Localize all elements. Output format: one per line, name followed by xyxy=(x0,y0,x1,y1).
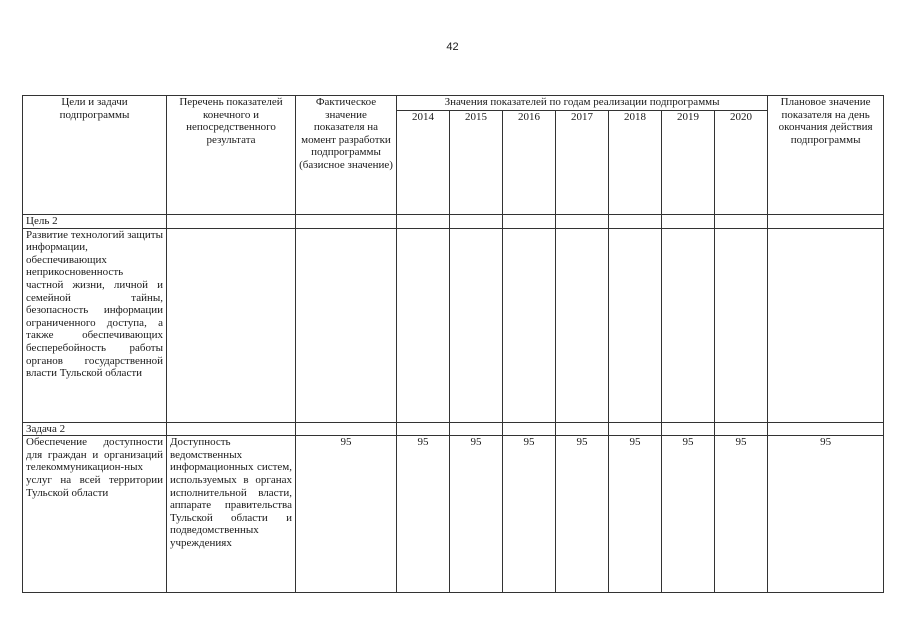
empty-cell xyxy=(397,215,450,229)
goal-label: Цель 2 xyxy=(23,215,167,229)
empty-cell xyxy=(715,215,768,229)
empty-cell xyxy=(662,215,715,229)
task-year-value: 95 xyxy=(397,436,450,593)
empty-cell xyxy=(296,422,397,436)
empty-cell xyxy=(167,215,296,229)
task-label: Задача 2 xyxy=(23,422,167,436)
empty-cell xyxy=(167,228,296,422)
empty-cell xyxy=(296,215,397,229)
empty-cell xyxy=(556,228,609,422)
header-year: 2017 xyxy=(556,111,609,215)
empty-cell xyxy=(503,215,556,229)
header-indicators: Перечень показателей конечного и непосредственного результата xyxy=(167,96,296,215)
empty-cell xyxy=(768,228,884,422)
empty-cell xyxy=(715,228,768,422)
task-indicator: Доступность ведомственных информационных систем, используемых в органах исполнительной власти, аппарате правительства Тульской области и подведомственных учреждениях xyxy=(167,436,296,593)
empty-cell xyxy=(167,422,296,436)
task-planned-value: 95 xyxy=(768,436,884,593)
empty-cell xyxy=(450,422,503,436)
empty-cell xyxy=(397,228,450,422)
header-year: 2016 xyxy=(503,111,556,215)
task-row xyxy=(23,436,884,593)
empty-cell xyxy=(768,422,884,436)
header-years-group: Значения показателей по годам реализации подпрограммы xyxy=(397,96,768,111)
empty-cell xyxy=(556,422,609,436)
task-text: Обеспечение доступности для граждан и организаций телекоммуникацион-ных услуг на всей территории Тульской области xyxy=(23,436,167,593)
empty-cell xyxy=(296,228,397,422)
empty-cell xyxy=(609,215,662,229)
header-year: 2020 xyxy=(715,111,768,215)
empty-cell xyxy=(450,228,503,422)
header-row-1 xyxy=(23,96,884,111)
indicators-table xyxy=(22,95,884,593)
empty-cell xyxy=(397,422,450,436)
page-number: 42 xyxy=(446,41,459,53)
empty-cell xyxy=(662,422,715,436)
task-year-value: 95 xyxy=(662,436,715,593)
header-year: 2018 xyxy=(609,111,662,215)
empty-cell xyxy=(503,422,556,436)
goal-row xyxy=(23,228,884,422)
task-year-value: 95 xyxy=(609,436,662,593)
empty-cell xyxy=(556,215,609,229)
empty-cell xyxy=(450,215,503,229)
task-label-row xyxy=(23,422,884,436)
task-year-value: 95 xyxy=(450,436,503,593)
empty-cell xyxy=(768,215,884,229)
empty-cell xyxy=(503,228,556,422)
task-actual-value: 95 xyxy=(296,436,397,593)
empty-cell xyxy=(609,422,662,436)
header-year: 2019 xyxy=(662,111,715,215)
task-year-value: 95 xyxy=(556,436,609,593)
header-actual-value: Фактическое значение показателя на момент разработки подпрограммы (базисное значение) xyxy=(296,96,397,215)
header-year: 2015 xyxy=(450,111,503,215)
header-planned-value: Плановое значение показателя на день окончания действия подпрограммы xyxy=(768,96,884,215)
header-goals: Цели и задачи подпрограммы xyxy=(23,96,167,215)
goal-label-row xyxy=(23,215,884,229)
goal-text: Развитие технологий защиты информации, обеспечивающих неприкосновенность частной жизни, личной и семейной тайны, безопасность информации ограниченного доступа, а также обеспечивающих бесперебойность работы органов государственной власти Тульской области xyxy=(23,228,167,422)
task-year-value: 95 xyxy=(503,436,556,593)
empty-cell xyxy=(609,228,662,422)
empty-cell xyxy=(715,422,768,436)
header-year: 2014 xyxy=(397,111,450,215)
task-year-value: 95 xyxy=(715,436,768,593)
empty-cell xyxy=(662,228,715,422)
